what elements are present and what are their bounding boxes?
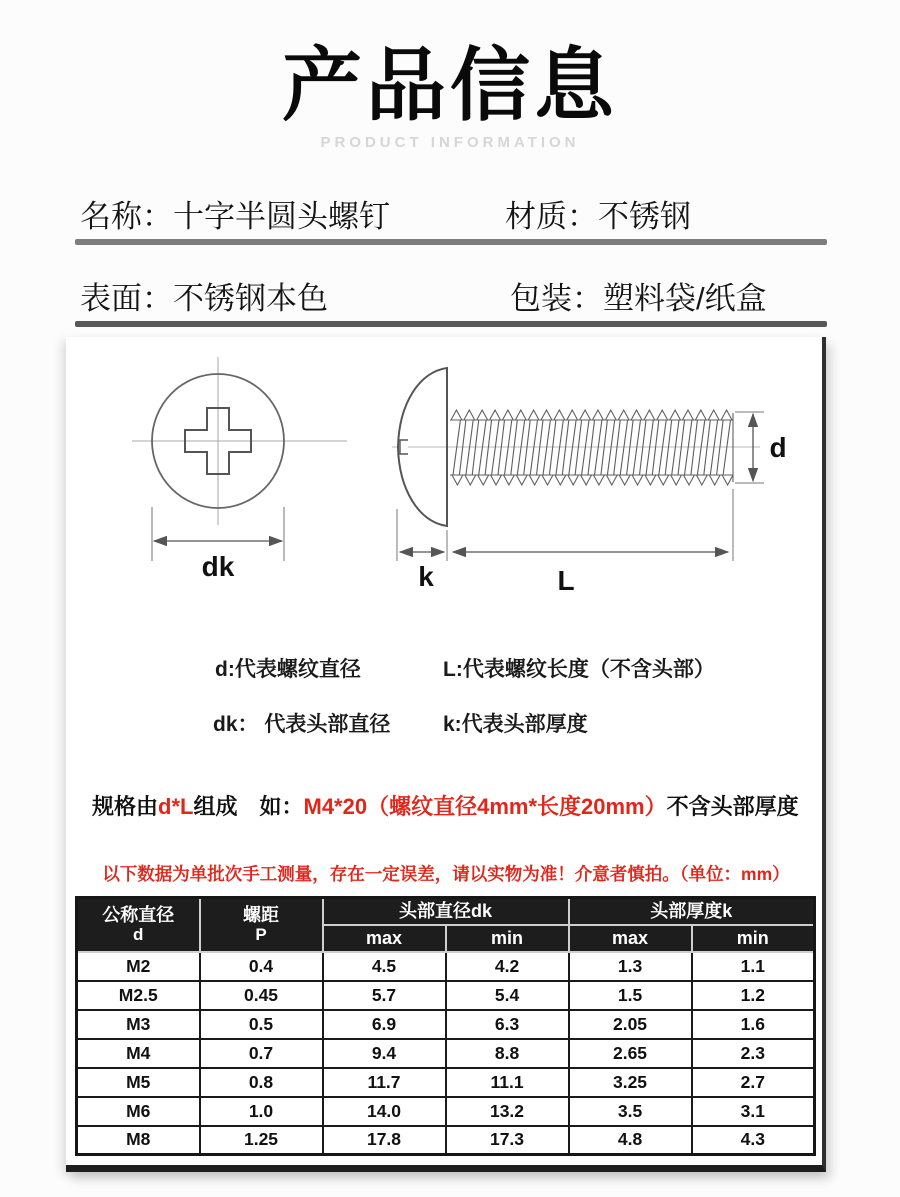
table-row	[77, 1097, 815, 1126]
table-cell-dk_max: 14.0	[323, 1097, 446, 1126]
head-slot-notch	[400, 440, 408, 454]
table-cell-k_min: 4.3	[692, 1126, 815, 1155]
table-cell-dk_min: 11.1	[446, 1068, 569, 1097]
measurement-disclaimer: 以下数据为单批次手工测量，存在一定误差，请以实物为准！介意者慎拍。（单位：mm）	[102, 864, 790, 884]
dim-label-L: L	[557, 565, 575, 596]
table-row	[77, 981, 815, 1010]
divider-line	[75, 321, 827, 327]
page-subtitle: PRODUCT INFORMATION	[320, 134, 580, 151]
info-name: 名称：十字半圆头螺钉	[80, 199, 390, 234]
note-thread-diameter: d:代表螺纹直径	[215, 658, 361, 681]
table-cell-dk_min: 6.3	[446, 1010, 569, 1039]
table-cell-dk_min: 17.3	[446, 1126, 569, 1155]
dim-label-d: d	[769, 432, 787, 463]
spec-example: M4*20（螺纹直径4mm*长度20mm）	[303, 794, 667, 819]
table-row	[77, 1010, 815, 1039]
spec-mid: 组成	[193, 794, 238, 819]
spec-table-body	[77, 952, 815, 1155]
note-head-thickness: k:代表头部厚度	[443, 713, 588, 736]
table-cell-dk_min: 4.2	[446, 952, 569, 981]
table-cell-p: 0.7	[200, 1039, 323, 1068]
info-surface: 表面：不锈钢本色	[80, 281, 328, 316]
col-header-k-min: min	[692, 925, 815, 952]
table-cell-k_max: 3.25	[569, 1068, 692, 1097]
table-row	[77, 1039, 815, 1068]
spec-naming-rule	[92, 790, 812, 821]
table-cell-p: 1.25	[200, 1126, 323, 1155]
screw-side-view	[392, 368, 787, 596]
table-cell-p: 0.4	[200, 952, 323, 981]
table-cell-d: M6	[77, 1097, 200, 1126]
table-cell-dk_min: 13.2	[446, 1097, 569, 1126]
spec-example-label: 如：	[259, 794, 304, 819]
table-cell-k_min: 1.6	[692, 1010, 815, 1039]
table-row	[77, 952, 815, 981]
table-cell-dk_max: 11.7	[323, 1068, 446, 1097]
table-cell-dk_min: 5.4	[446, 981, 569, 1010]
spec-table	[75, 896, 816, 1156]
table-cell-d: M4	[77, 1039, 200, 1068]
table-cell-k_max: 4.8	[569, 1126, 692, 1155]
table-cell-dk_max: 4.5	[323, 952, 446, 981]
table-cell-d: M3	[77, 1010, 200, 1039]
table-cell-d: M2	[77, 952, 200, 981]
table-cell-p: 0.5	[200, 1010, 323, 1039]
table-cell-p: 1.0	[200, 1097, 323, 1126]
table-cell-d: M8	[77, 1126, 200, 1155]
note-thread-length: L:代表螺纹长度（不含头部）	[443, 658, 715, 681]
table-row	[77, 1068, 815, 1097]
table-cell-dk_max: 6.9	[323, 1010, 446, 1039]
col-header-diameter: 公称直径 d	[77, 898, 200, 952]
dim-label-dk: dk	[201, 551, 235, 582]
page-title: 产品信息	[282, 41, 618, 130]
note-head-diameter: dk： 代表头部直径	[213, 713, 391, 736]
divider-line	[75, 239, 827, 245]
table-cell-k_max: 1.3	[569, 952, 692, 981]
col-header-dk-min: min	[446, 925, 569, 952]
table-cell-dk_max: 5.7	[323, 981, 446, 1010]
table-cell-k_max: 2.65	[569, 1039, 692, 1068]
table-cell-dk_max: 17.8	[323, 1126, 446, 1155]
dim-label-k: k	[418, 561, 434, 592]
col-header-k-max: max	[569, 925, 692, 952]
table-cell-k_min: 1.1	[692, 952, 815, 981]
spec-suffix: 不含头部厚度	[666, 794, 799, 819]
table-cell-p: 0.45	[200, 981, 323, 1010]
table-cell-dk_max: 9.4	[323, 1039, 446, 1068]
table-cell-k_min: 1.2	[692, 981, 815, 1010]
table-cell-p: 0.8	[200, 1068, 323, 1097]
spec-prefix: 规格由	[92, 794, 159, 819]
spec-table-wrap	[75, 896, 816, 1156]
table-cell-k_max: 3.5	[569, 1097, 692, 1126]
table-cell-k_max: 1.5	[569, 981, 692, 1010]
spec-card	[66, 337, 826, 1172]
table-cell-d: M5	[77, 1068, 200, 1097]
table-cell-k_max: 2.05	[569, 1010, 692, 1039]
col-header-head-thickness: 头部厚度k	[569, 898, 815, 925]
spec-formula: d*L	[158, 794, 194, 819]
col-header-dk-max: max	[323, 925, 446, 952]
info-material: 材质：不锈钢	[505, 199, 691, 234]
screw-head-front-view	[132, 357, 347, 582]
table-cell-k_min: 2.7	[692, 1068, 815, 1097]
table-cell-dk_min: 8.8	[446, 1039, 569, 1068]
table-header-group-row	[77, 898, 815, 925]
table-row	[77, 1126, 815, 1155]
table-cell-k_min: 3.1	[692, 1097, 815, 1126]
col-header-pitch: 螺距 P	[200, 898, 323, 952]
table-cell-d: M2.5	[77, 981, 200, 1010]
col-header-head-diameter: 头部直径dk	[323, 898, 569, 925]
screw-technical-drawing	[66, 337, 826, 637]
info-package: 包装：塑料袋/纸盒	[510, 281, 767, 316]
table-cell-k_min: 2.3	[692, 1039, 815, 1068]
